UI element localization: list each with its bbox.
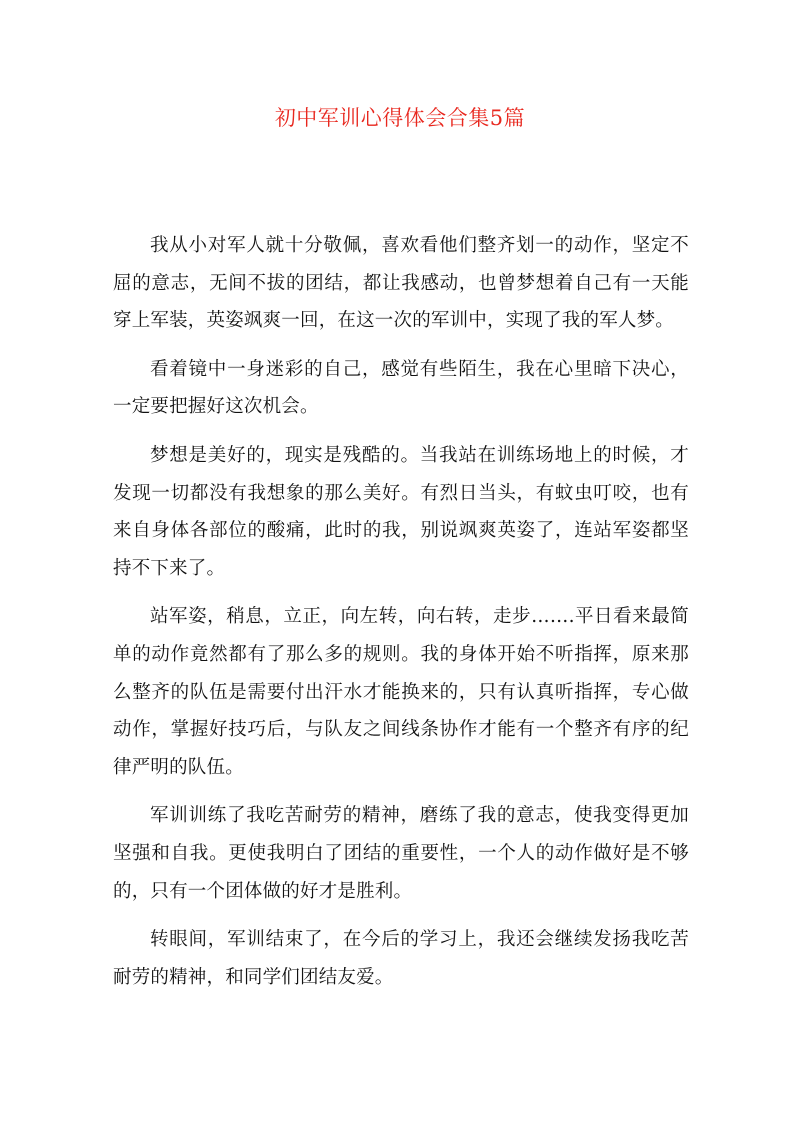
paragraph-3: 梦想是美好的，现实是残酷的。当我站在训练场地上的时候，才发现一切都没有我想象的那么美好。有烈日当头，有蚊虫叮咬，也有来自身体各部位的酸痛，此时的我，别说飒爽英姿了，连站军姿都坚持不下来了。 — [113, 444, 689, 579]
paragraph-2: 看着镜中一身迷彩的自己，感觉有些陌生，我在心里暗下决心，一定要把握好这次机会。 — [113, 358, 689, 418]
paragraph-5: 军训训练了我吃苦耐劳的精神，磨练了我的意志，使我变得更加坚强和自我。更使我明白了团结的重要性，一个人的动作做好是不够的，只有一个团体做的好才是胜利。 — [113, 805, 689, 902]
paragraph-1: 我从小对军人就十分敬佩，喜欢看他们整齐划一的动作，坚定不屈的意志，无间不拔的团结，都让我感动，也曾梦想着自己有一天能穿上军装，英姿飒爽一回，在这一次的军训中，实现了我的军人梦。 — [113, 235, 689, 332]
paragraph-4: 站军姿，稍息，立正，向左转，向右转，走步…….平日看来最简单的动作竟然都有了那么多的规则。我的身体开始不听指挥，原来那么整齐的队伍是需要付出汗水才能换来的，只有认真听指挥，专心做动作，掌握好技巧后，与队友之间线条协作才能有一个整齐有序的纪律严明的队伍。 — [113, 606, 689, 778]
paragraph-6: 转眼间，军训结束了，在今后的学习上，我还会继续发扬我吃苦耐劳的精神，和同学们团结友爱。 — [113, 929, 689, 988]
document-body — [113, 227, 689, 1007]
document-title: 初中军训心得体会合集5篇 — [274, 106, 526, 130]
